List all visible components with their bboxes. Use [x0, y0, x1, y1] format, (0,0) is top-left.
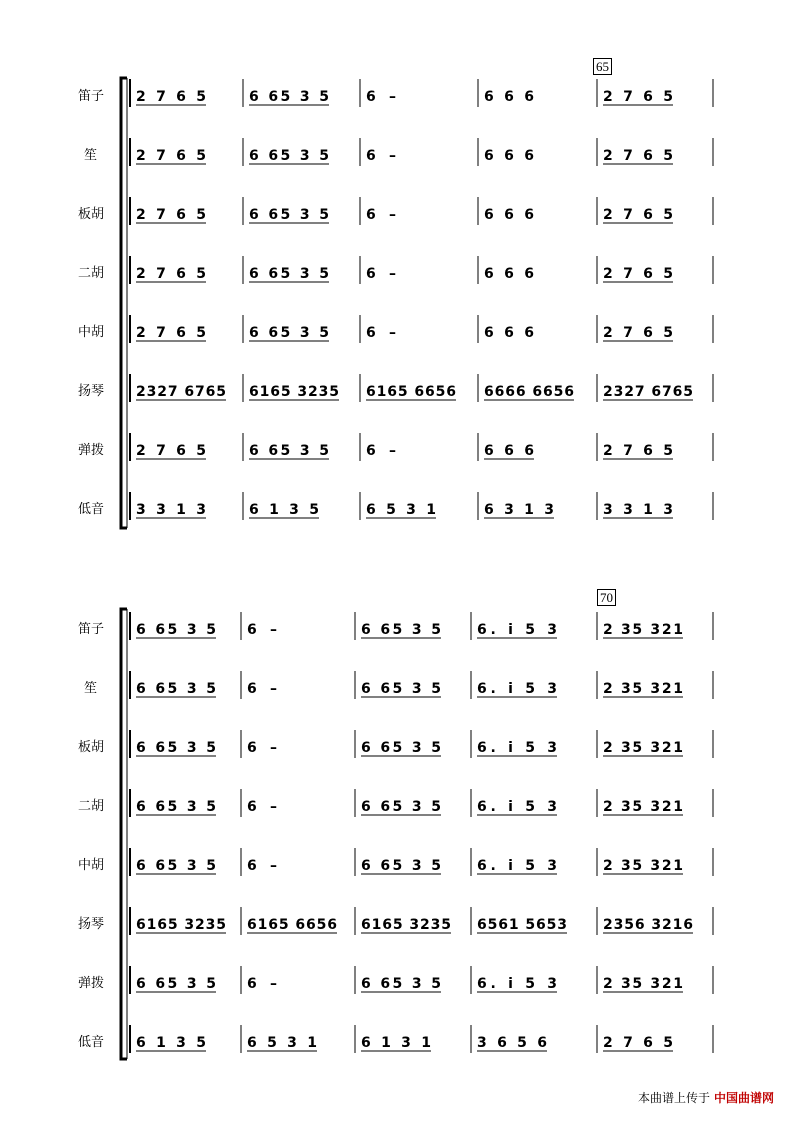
- instrument-label: 笛子: [78, 89, 105, 104]
- measure-notes: 6 6 6: [484, 89, 534, 105]
- site-logo[interactable]: 中国曲谱网: [713, 1091, 774, 1105]
- measure-notes: 3 6 5 6: [477, 1035, 547, 1051]
- measure-notes: 6 65 3 5: [249, 148, 329, 164]
- measure-notes: 2 35 321: [603, 740, 683, 756]
- measure-notes: 6 65 3 5: [136, 858, 216, 874]
- measure-notes: 2 7 6 5: [603, 89, 673, 105]
- instrument-label: 笙: [84, 681, 98, 696]
- measure-number: 70: [597, 589, 616, 606]
- measure-notes: 6165 3235: [361, 917, 451, 933]
- instrument-label: 二胡: [78, 266, 105, 281]
- measure-notes: 6 65 3 5: [136, 622, 216, 638]
- measure-notes: 6. i 5 3: [477, 858, 557, 874]
- measure-notes: 6 65 3 5: [361, 622, 441, 638]
- footer-text: 本曲谱上传于: [637, 1091, 710, 1105]
- measure-notes: 6 65 3 5: [361, 740, 441, 756]
- measure-notes: 6165 6656: [247, 917, 337, 933]
- measure-notes: 2 35 321: [603, 622, 683, 638]
- measure-notes: 6 1 3 5: [249, 502, 319, 518]
- measure-notes: 6 1 3 5: [136, 1035, 206, 1051]
- measure-notes: 6 65 3 5: [361, 976, 441, 992]
- measure-notes: 6165 3235: [249, 384, 339, 400]
- measure-notes: 6561 5653: [477, 917, 567, 933]
- measure-notes: 6. i 5 3: [477, 740, 557, 756]
- instrument-label: 弹拨: [78, 443, 105, 458]
- measure-notes: 2 7 6 5: [136, 443, 206, 459]
- measure-notes: 6165 3235: [136, 917, 226, 933]
- measure-notes: 6 65 3 5: [361, 799, 441, 815]
- measure-notes: 6 65 3 5: [249, 325, 329, 341]
- measure-notes: 2 7 6 5: [136, 148, 206, 164]
- instrument-label: 板胡: [78, 740, 105, 755]
- measure-notes: 6 3 1 3: [484, 502, 554, 518]
- measure-notes: 6. i 5 3: [477, 681, 557, 697]
- measure-notes: 6 –: [366, 325, 396, 341]
- measure-notes: 6. i 5 3: [477, 799, 557, 815]
- measure-notes: 2 7 6 5: [136, 207, 206, 223]
- measure-notes: 6 6 6: [484, 207, 534, 223]
- instrument-label: 笙: [84, 148, 98, 163]
- measure-notes: 6666 6656: [484, 384, 574, 400]
- measure-notes: 6 –: [366, 89, 396, 105]
- measure-notes: 2 35 321: [603, 976, 683, 992]
- measure-notes: 6 6 6: [484, 325, 534, 341]
- measure-notes: 2 7 6 5: [603, 207, 673, 223]
- measure-notes: 6 6 6: [484, 443, 534, 459]
- measure-notes: 2 7 6 5: [603, 443, 673, 459]
- measure-notes: 6165 6656: [366, 384, 456, 400]
- measure-notes: 6 65 3 5: [136, 799, 216, 815]
- measure-notes: 6 –: [247, 740, 277, 756]
- instrument-label: 低音: [78, 502, 105, 517]
- measure-notes: 6. i 5 3: [477, 976, 557, 992]
- measure-notes: 6 65 3 5: [361, 858, 441, 874]
- instrument-label: 笛子: [78, 622, 105, 637]
- instrument-label: 中胡: [78, 858, 105, 873]
- measure-notes: 6 65 3 5: [249, 443, 329, 459]
- measure-notes: 2 7 6 5: [603, 148, 673, 164]
- instrument-label: 二胡: [78, 799, 105, 814]
- instrument-label: 扬琴: [78, 384, 105, 399]
- measure-notes: 6 65 3 5: [249, 207, 329, 223]
- instrument-label: 扬琴: [78, 917, 105, 932]
- measure-notes: 2 7 6 5: [603, 266, 673, 282]
- measure-notes: 2 7 6 5: [136, 266, 206, 282]
- measure-notes: 3 3 1 3: [136, 502, 206, 518]
- measure-notes: 6 –: [247, 681, 277, 697]
- measure-notes: 6 65 3 5: [136, 681, 216, 697]
- measure-notes: 6 –: [366, 266, 396, 282]
- measure-notes: 6 65 3 5: [136, 740, 216, 756]
- measure-notes: 2327 6765: [603, 384, 693, 400]
- instrument-label: 低音: [78, 1035, 105, 1050]
- system-bracket: [121, 609, 127, 1059]
- measure-notes: 2 7 6 5: [603, 1035, 673, 1051]
- measure-notes: 2 7 6 5: [603, 325, 673, 341]
- measure-notes: 6 65 3 5: [249, 266, 329, 282]
- measure-notes: 6 –: [247, 799, 277, 815]
- measure-notes: 6 5 3 1: [247, 1035, 317, 1051]
- measure-notes: 2 35 321: [603, 799, 683, 815]
- measure-number: 65: [593, 58, 612, 75]
- measure-notes: 3 3 1 3: [603, 502, 673, 518]
- measure-notes: 6 –: [247, 622, 277, 638]
- measure-notes: 6 65 3 5: [249, 89, 329, 105]
- measure-notes: 6 65 3 5: [136, 976, 216, 992]
- instrument-label: 中胡: [78, 325, 105, 340]
- measure-notes: 6 –: [366, 148, 396, 164]
- measure-notes: 2 35 321: [603, 858, 683, 874]
- measure-notes: 6 –: [247, 858, 277, 874]
- measure-notes: 6 6 6: [484, 266, 534, 282]
- measure-notes: 6 –: [247, 976, 277, 992]
- measure-notes: 2327 6765: [136, 384, 226, 400]
- measure-notes: 6 6 6: [484, 148, 534, 164]
- measure-notes: 2 7 6 5: [136, 325, 206, 341]
- measure-notes: 6 65 3 5: [361, 681, 441, 697]
- instrument-label: 板胡: [78, 207, 105, 222]
- instrument-label: 弹拨: [78, 976, 105, 991]
- measure-notes: 2 35 321: [603, 681, 683, 697]
- measure-notes: 6. i 5 3: [477, 622, 557, 638]
- measure-notes: 2 7 6 5: [136, 89, 206, 105]
- measure-notes: 6 –: [366, 207, 396, 223]
- measure-notes: 2356 3216: [603, 917, 693, 933]
- measure-notes: 6 1 3 1: [361, 1035, 431, 1051]
- measure-notes: 6 5 3 1: [366, 502, 436, 518]
- measure-notes: 6 –: [366, 443, 396, 459]
